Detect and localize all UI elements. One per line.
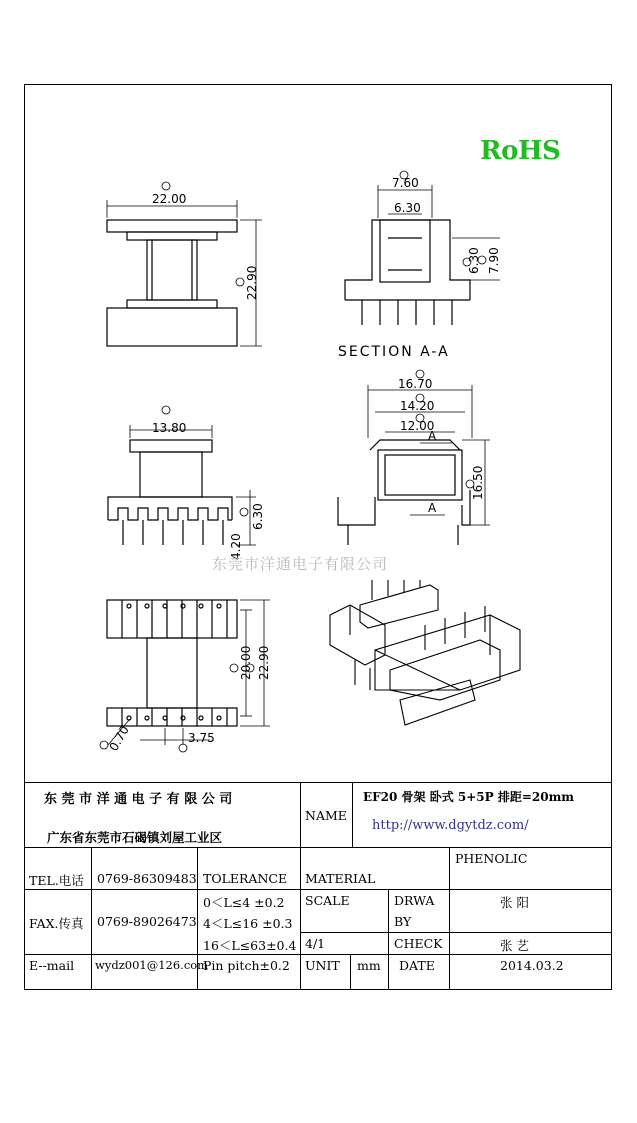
dim-top-w1: 16.70 — [398, 377, 433, 391]
check-value: 张 艺 — [500, 938, 529, 953]
dim-side-width: 13.80 — [152, 421, 187, 435]
email-label: E--mail — [29, 958, 75, 973]
material-label: MATERIAL — [305, 871, 376, 886]
unit-label: UNIT — [305, 958, 340, 973]
dim-top-w3: 12.00 — [400, 419, 435, 433]
dim-front-width: 22.00 — [152, 192, 187, 206]
tolerance-row-3: 16＜L≤63±0.4 — [203, 938, 297, 953]
isometric-view — [330, 580, 520, 725]
dim-pin-diameter: 0.70 — [106, 723, 132, 754]
tel-value: 0769-86309483 — [97, 871, 197, 886]
dim-bottom-h1: 20.00 — [239, 645, 253, 680]
watermark: 东莞市洋通电子有限公司 — [212, 555, 389, 573]
front-view — [107, 182, 262, 346]
dim-bottom-h2: 22.90 — [257, 645, 271, 680]
unit-value: mm — [357, 958, 381, 973]
date-value: 2014.03.2 — [500, 958, 564, 973]
name-label: NAME — [305, 808, 347, 823]
drawn-by-label-2: BY — [394, 914, 412, 929]
dim-top-w2: 14.20 — [400, 399, 435, 413]
top-view — [338, 370, 490, 545]
drawn-by-label-1: DRWA — [394, 893, 435, 908]
dim-side-base: 4.20 — [229, 533, 243, 560]
section-label: SECTION A-A — [338, 344, 450, 360]
email-value: wydz001@126.com — [95, 958, 209, 972]
dim-top-height: 16.50 — [471, 465, 485, 500]
tolerance-row-1: 0＜L≤4 ±0.2 — [203, 895, 285, 910]
drawn-by-value: 张 阳 — [500, 895, 529, 910]
part-name: EF20 骨架 卧式 5+5P 排距=20mm — [363, 790, 575, 804]
company-name: 东 莞 市 洋 通 电 子 有 限 公 司 — [44, 792, 233, 807]
fax-label: FAX.传真 — [29, 916, 84, 931]
tel-label: TEL.电话 — [29, 873, 84, 888]
dim-section-w2: 6.30 — [394, 201, 421, 215]
scale-value: 4/1 — [305, 936, 326, 951]
dim-side-pin-height: 6.30 — [251, 503, 265, 530]
dim-section-h1: 6.30 — [467, 247, 481, 274]
section-mark-a1: A — [428, 429, 437, 443]
pin-pitch-tolerance: Pin pitch±0.2 — [203, 958, 290, 973]
rohs-mark: RoHS — [480, 136, 561, 166]
scale-label: SCALE — [305, 893, 350, 908]
material-value: PHENOLIC — [455, 851, 528, 866]
tolerance-row-2: 4＜L≤16 ±0.3 — [203, 916, 293, 931]
dim-pin-pitch: 3.75 — [188, 731, 215, 745]
tolerance-label: TOLERANCE — [203, 871, 288, 886]
fax-value: 0769-89026473 — [97, 914, 197, 929]
date-label: DATE — [399, 958, 435, 973]
dim-section-w1: 7.60 — [392, 176, 419, 190]
check-label: CHECK — [394, 936, 443, 951]
dim-front-height: 22.90 — [245, 265, 259, 300]
website-link[interactable]: http://www.dgytdz.com/ — [372, 818, 529, 833]
section-mark-a2: A — [428, 501, 437, 515]
dim-section-h2: 7.90 — [487, 247, 501, 274]
company-address: 广东省东莞市石碣镇刘屋工业区 — [47, 830, 223, 845]
